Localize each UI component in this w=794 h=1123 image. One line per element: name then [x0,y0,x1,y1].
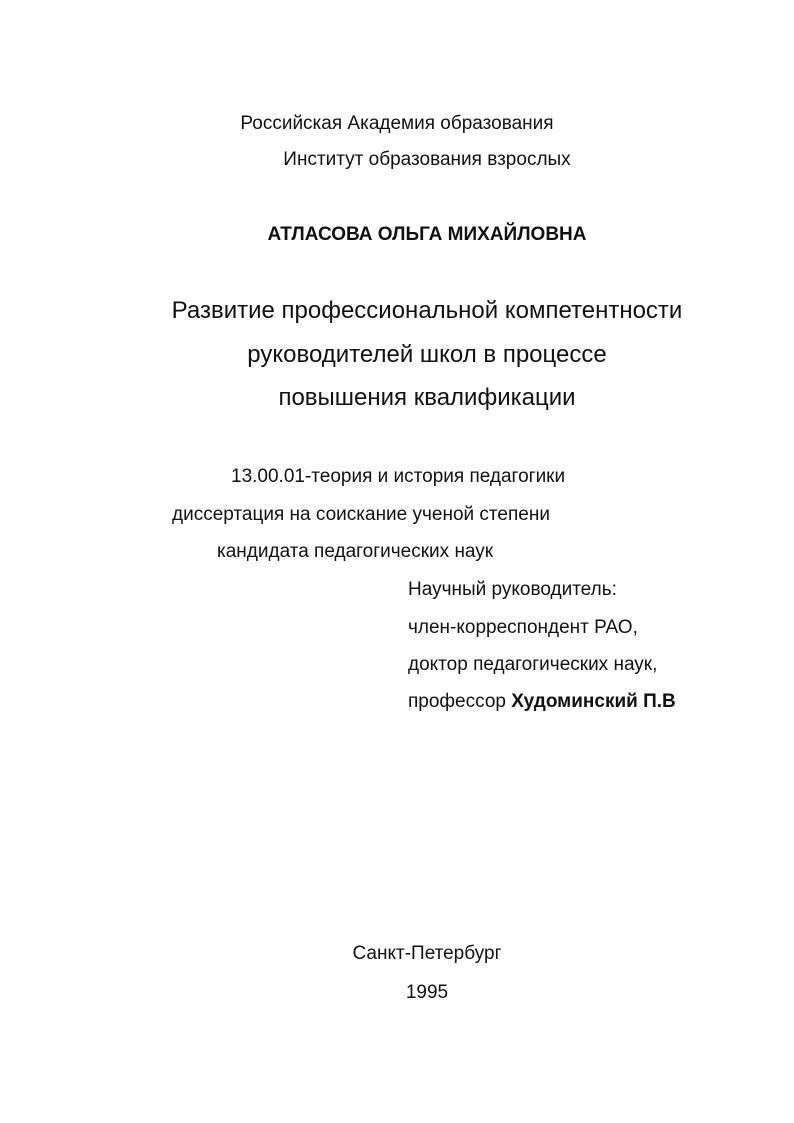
thesis-title-line-3: повышения квалификации [278,384,576,411]
city: Санкт-Петербург [352,943,502,964]
supervisor-rank: член-корреспондент РАО, [408,617,638,638]
supervisor-title: профессор [408,691,512,712]
supervisor-degree: доктор педагогических наук, [408,654,658,675]
thesis-type: диссертация на соискание ученой степени [172,504,550,525]
supervisor-name: Худоминский П.В [511,691,676,712]
thesis-title-line-1: Развитие профессиональной компетентности [171,297,683,324]
thesis-title-line-2: руководителей школ в процессе [247,341,607,368]
organization-name: Российская Академия образования [240,113,554,134]
specialty-code: 13.00.01-теория и история педагогики [231,466,566,487]
year: 1995 [405,982,449,1003]
institute-name: Институт образования взрослых [283,149,571,170]
supervisor-line [408,692,676,711]
degree-sought: кандидата педагогических наук [217,541,494,562]
supervisor-heading: Научный руководитель: [408,579,617,600]
author-name: АТЛАСОВА ОЛЬГА МИХАЙЛОВНА [267,224,587,245]
